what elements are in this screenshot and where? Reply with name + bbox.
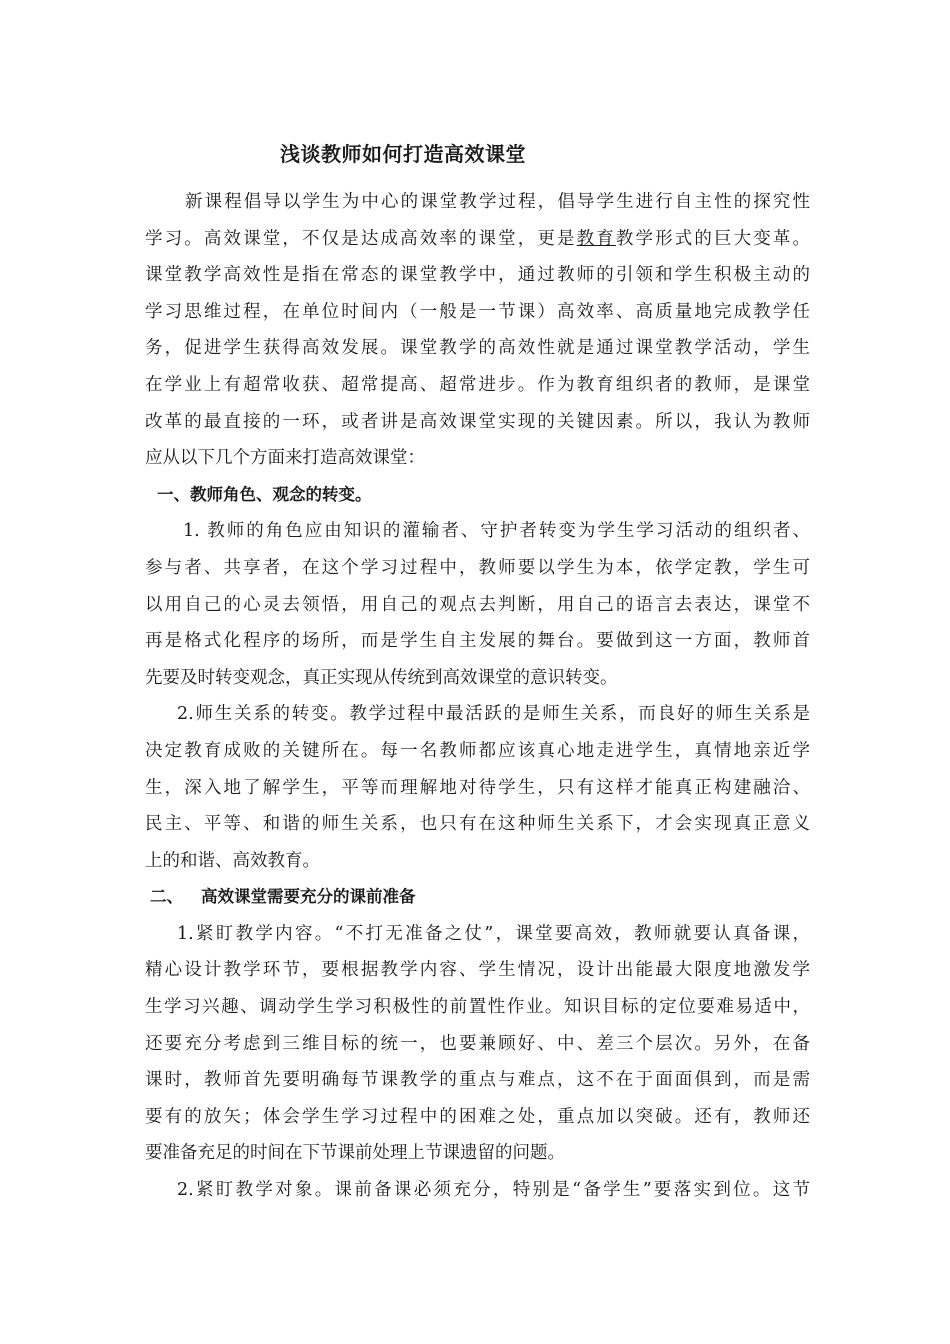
intro-line: 在学业上有超常收获、超常提高、超常进步。作为教育组织者的教师，是课堂 (145, 374, 810, 395)
section-heading-number: 二、 (150, 887, 183, 907)
intro-line: 新课程倡导以学生为中心的课堂教学过程，倡导学生进行自主性的探究性 (185, 192, 810, 212)
paragraph-line: 1.紧盯教学内容。“不打无准备之仗”，课堂要高效，教师就要认真备课， (177, 923, 810, 944)
paragraph-line: 2.紧盯教学对象。课前备课必须充分，特别是“备学生”要落实到位。这节 (177, 1180, 810, 1201)
intro-line: 课堂教学高效性是指在常态的课堂教学中，通过教师的引领和学生积极主动的 (145, 265, 810, 286)
intro-line: 应从以下几个方面来打造高效课堂： (145, 448, 425, 469)
paragraph-line: 上的和谐、高效教育。 (145, 850, 320, 871)
section-heading-1: 一、教师角色、观念的转变。 (157, 484, 372, 504)
paragraph-line: 以用自己的心灵去领悟，用自己的观点去判断，用自己的语言去表达，课堂不 (145, 594, 810, 615)
paragraph-line: 决定教育成败的关键所在。每一名教师都应该真心地走进学生，真情地亲近学 (145, 740, 810, 761)
intro-line: 务，促进学生获得高效发展。课堂教学的高效性就是通过课堂教学活动，学生 (145, 338, 810, 359)
section-heading-2 (145, 879, 810, 916)
paragraph-line: 还要充分考虑到三维目标的统一，也要兼顾好、中、差三个层次。另外，在备 (145, 1033, 810, 1054)
intro-text: 学习。高效课堂，不仅是达成高效率的课堂，更是 (145, 228, 577, 249)
paragraph-line: 再是格式化程序的场所，而是学生自主发展的舞台。要做到这一方面，教师首 (145, 631, 810, 652)
intro-line: 学习思维过程，在单位时间内（一般是一节课）高效率、高质量地完成教学任 (145, 301, 810, 322)
paragraph-line: 课时，教师首先要明确每节课教学的重点与难点，这不在于面面俱到，而是需 (145, 1070, 810, 1091)
paragraph-line: 2.师生关系的转变。教学过程中最活跃的是师生关系，而良好的师生关系是 (177, 704, 810, 725)
paragraph-line: 要准备充足的时间在下节课前处理上节课遗留的问题。 (145, 1143, 565, 1164)
document-body (145, 184, 810, 1209)
paragraph-line: 要有的放矢；体会学生学习过程中的困难之处，重点加以突破。还有，教师还 (145, 1106, 810, 1127)
paragraph-line: 精心设计教学环节，要根据教学内容、学生情况，设计出能最大限度地激发学 (145, 960, 810, 981)
intro-line (145, 221, 810, 258)
paragraph-line: 生，深入地了解学生，平等而理解地对待学生，只有这样才能真正构建融洽、 (145, 777, 810, 798)
document-title: 浅谈教师如何打造高效课堂 (280, 142, 526, 166)
paragraph-line: 先要及时转变观念，真正实现从传统到高效课堂的意识转变。 (145, 667, 618, 688)
paragraph-line: 生学习兴趣、调动学生学习积极性的前置性作业。知识目标的定位要难易适中， (145, 997, 810, 1018)
education-link[interactable]: 教育 (576, 228, 616, 249)
paragraph-line: 参与者、共享者，在这个学习过程中，教师要以学生为本，依学定教，学生可 (145, 557, 810, 578)
section-heading-text: 高效课堂需要充分的课前准备 (201, 887, 416, 907)
intro-line: 改革的最直接的一环，或者讲是高效课堂实现的关键因素。所以，我认为教师 (145, 411, 810, 432)
paragraph-line: 民主、平等、和谐的师生关系，也只有在这种师生关系下，才会实现真正意义 (145, 814, 810, 835)
paragraph-line: 1. 教师的角色应由知识的灌输者、守护者转变为学生学习活动的组织者、 (183, 521, 810, 542)
intro-text: 教学形式的巨大变革。 (615, 228, 811, 249)
